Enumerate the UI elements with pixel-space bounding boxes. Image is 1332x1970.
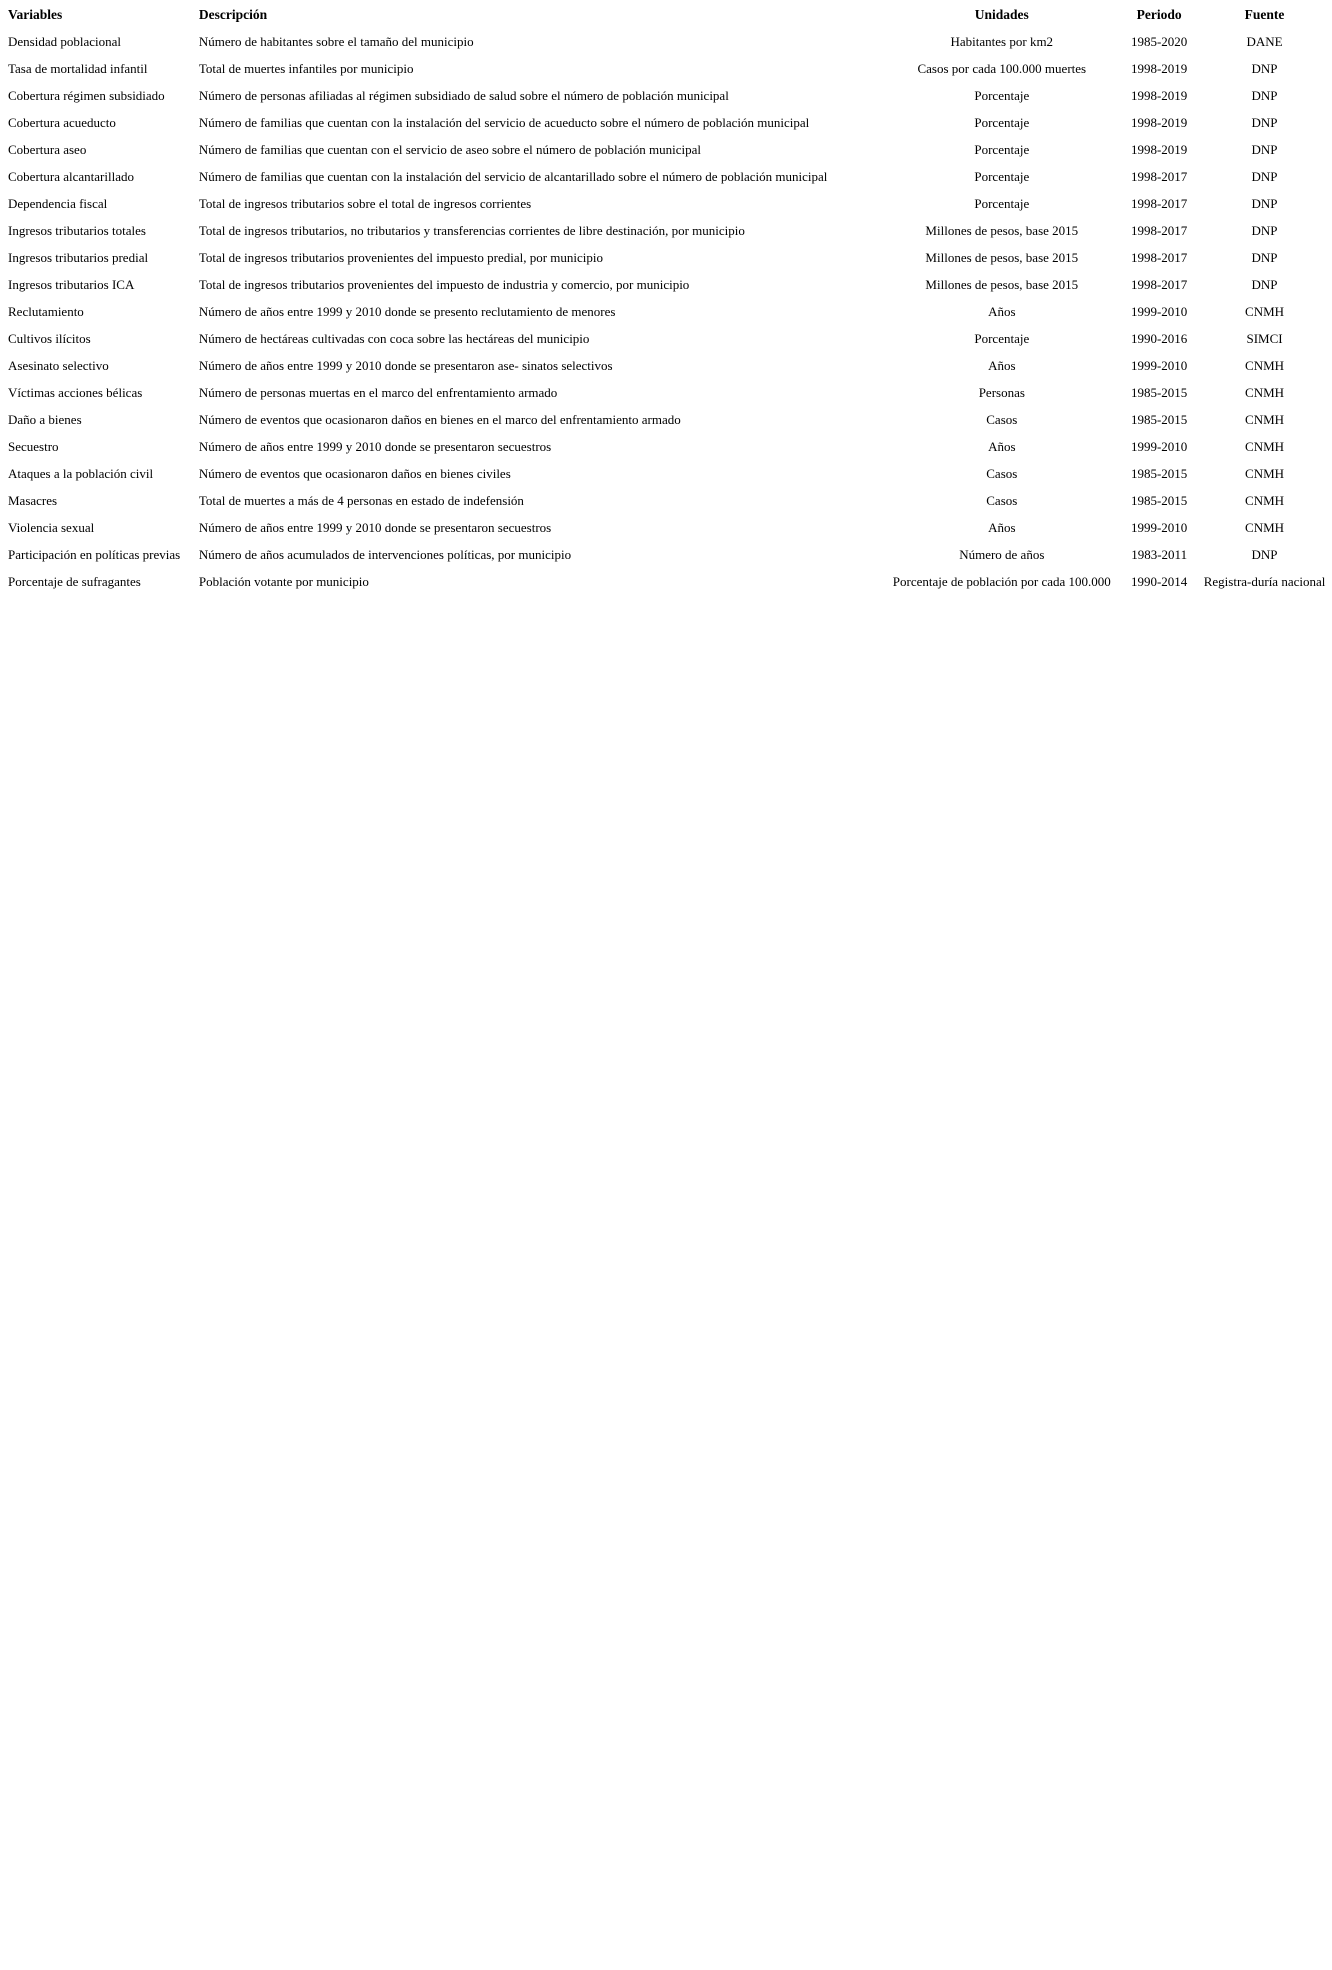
cell-unidades: Porcentaje: [974, 115, 1030, 130]
cell-descripcion: Total de ingresos tributarios provenientes del impuesto predial, por municipio: [198, 250, 604, 265]
cell-periodo: 1998-2019: [1130, 61, 1188, 76]
table-row: [4, 574, 1332, 601]
table-row: [4, 331, 1332, 358]
cell-fuente: CNMH: [1245, 385, 1285, 400]
table-row: [4, 250, 1332, 277]
cell-fuente: CNMH: [1245, 412, 1285, 427]
table-row: [4, 142, 1332, 169]
table-row: [4, 115, 1332, 142]
cell-unidades: Porcentaje: [974, 142, 1030, 157]
table-row: [4, 547, 1332, 574]
cell-descripcion: Población votante por municipio: [198, 574, 369, 589]
cell-unidades: Número de años: [959, 547, 1045, 562]
cell-descripcion: Número de habitantes sobre el tamaño del municipio: [198, 34, 474, 49]
cell-variable: Ingresos tributarios ICA: [8, 277, 135, 292]
cell-descripcion: Total de muertes a más de 4 personas en estado de indefensión: [198, 493, 524, 508]
cell-variable: Porcentaje de sufragantes: [8, 574, 141, 589]
table-body: [4, 34, 1332, 601]
cell-fuente: DNP: [1251, 223, 1278, 238]
table-row: [4, 466, 1332, 493]
cell-periodo: 1983-2011: [1131, 547, 1188, 562]
cell-unidades: Millones de pesos, base 2015: [925, 277, 1079, 292]
cell-unidades: Porcentaje: [974, 169, 1030, 184]
cell-unidades: Casos: [986, 412, 1018, 427]
cell-unidades: Años: [988, 358, 1016, 373]
cell-fuente: DNP: [1251, 250, 1278, 265]
cell-fuente: DNP: [1251, 547, 1278, 562]
cell-fuente: CNMH: [1245, 493, 1285, 508]
cell-variable: Ataques a la población civil: [8, 466, 154, 481]
cell-unidades: Años: [988, 520, 1016, 535]
cell-fuente: CNMH: [1245, 520, 1285, 535]
cell-descripcion: Número de familias que cuentan con el servicio de aseo sobre el número de población municipal: [198, 142, 701, 157]
table-row: [4, 223, 1332, 250]
cell-fuente: Registra-duría nacional: [1203, 574, 1326, 589]
cell-periodo: 1998-2017: [1130, 169, 1188, 184]
cell-unidades: Porcentaje: [974, 88, 1030, 103]
table-row: [4, 493, 1332, 520]
table-header-row: [4, 7, 1332, 34]
table-row: [4, 34, 1332, 61]
table-row: [4, 277, 1332, 304]
cell-variable: Dependencia fiscal: [8, 196, 108, 211]
cell-descripcion: Número de personas muertas en el marco del enfrentamiento armado: [198, 385, 558, 400]
cell-fuente: DNP: [1251, 196, 1278, 211]
table-row: [4, 61, 1332, 88]
variables-table: [4, 7, 1332, 601]
cell-fuente: CNMH: [1245, 439, 1285, 454]
cell-periodo: 1998-2017: [1130, 223, 1188, 238]
cell-unidades: Años: [988, 439, 1016, 454]
cell-periodo: 1998-2017: [1130, 250, 1188, 265]
cell-variable: Cultivos ilícitos: [8, 331, 91, 346]
cell-periodo: 1998-2019: [1130, 115, 1188, 130]
cell-unidades: Casos: [986, 493, 1018, 508]
cell-periodo: 1999-2010: [1130, 304, 1188, 319]
cell-variable: Cobertura acueducto: [8, 115, 116, 130]
cell-periodo: 1998-2017: [1130, 196, 1188, 211]
cell-fuente: CNMH: [1245, 304, 1285, 319]
cell-unidades: Porcentaje: [974, 331, 1030, 346]
cell-descripcion: Total de ingresos tributarios sobre el total de ingresos corrientes: [198, 196, 532, 211]
table-row: [4, 304, 1332, 331]
cell-periodo: 1999-2010: [1130, 358, 1188, 373]
cell-descripcion: Número de familias que cuentan con la instalación del servicio de alcantarillado sobre el número de población municipal: [198, 169, 828, 184]
cell-periodo: 1985-2015: [1130, 412, 1188, 427]
cell-fuente: DANE: [1246, 34, 1283, 49]
header-unidades: Unidades: [974, 7, 1029, 22]
table-row: [4, 439, 1332, 466]
table-row: [4, 88, 1332, 115]
cell-descripcion: Total de ingresos tributarios provenientes del impuesto de industria y comercio, por municipio: [198, 277, 690, 292]
header-fuente: Fuente: [1244, 7, 1285, 22]
table-row: [4, 412, 1332, 439]
table-row: [4, 358, 1332, 385]
table-row: [4, 520, 1332, 547]
cell-fuente: SIMCI: [1246, 331, 1283, 346]
cell-fuente: DNP: [1251, 169, 1278, 184]
cell-variable: Violencia sexual: [8, 520, 95, 535]
cell-descripcion: Número de familias que cuentan con la instalación del servicio de acueducto sobre el número de población municipal: [198, 115, 810, 130]
cell-unidades: Casos por cada 100.000 muertes: [917, 61, 1087, 76]
header-variables: Variables: [8, 7, 63, 22]
cell-fuente: CNMH: [1245, 358, 1285, 373]
cell-fuente: CNMH: [1245, 466, 1285, 481]
table-row: [4, 196, 1332, 223]
cell-unidades: Habitantes por km2: [950, 34, 1054, 49]
cell-periodo: 1985-2015: [1130, 385, 1188, 400]
cell-descripcion: Total de muertes infantiles por municipio: [198, 61, 414, 76]
cell-descripcion: Número de años entre 1999 y 2010 donde se presentaron secuestros: [198, 439, 552, 454]
cell-unidades: Años: [988, 304, 1016, 319]
cell-descripcion: Número de años entre 1999 y 2010 donde se presentaron secuestros: [198, 520, 552, 535]
cell-unidades: Porcentaje: [974, 196, 1030, 211]
cell-fuente: DNP: [1251, 115, 1278, 130]
cell-fuente: DNP: [1251, 88, 1278, 103]
cell-unidades: Casos: [986, 466, 1018, 481]
cell-periodo: 1985-2015: [1130, 466, 1188, 481]
cell-unidades: Millones de pesos, base 2015: [925, 250, 1079, 265]
cell-variable: Asesinato selectivo: [8, 358, 109, 373]
cell-variable: Cobertura régimen subsidiado: [8, 88, 165, 103]
cell-descripcion: Número de años acumulados de intervenciones políticas, por municipio: [198, 547, 572, 562]
cell-unidades: Millones de pesos, base 2015: [925, 223, 1079, 238]
table-row: [4, 385, 1332, 412]
cell-variable: Ingresos tributarios totales: [8, 223, 146, 238]
cell-unidades: Porcentaje de población por cada 100.000: [892, 574, 1111, 589]
header-periodo: Periodo: [1136, 7, 1182, 22]
cell-variable: Reclutamiento: [8, 304, 84, 319]
cell-descripcion: Número de años entre 1999 y 2010 donde se presento reclutamiento de menores: [198, 304, 616, 319]
cell-descripcion: Número de personas afiliadas al régimen subsidiado de salud sobre el número de población municipal: [198, 88, 729, 103]
cell-variable: Cobertura aseo: [8, 142, 87, 157]
cell-periodo: 1985-2020: [1130, 34, 1188, 49]
cell-variable: Daño a bienes: [8, 412, 82, 427]
cell-descripcion: Número de años entre 1999 y 2010 donde se presentaron ase- sinatos selectivos: [198, 358, 613, 373]
cell-descripcion: Número de eventos que ocasionaron daños en bienes en el marco del enfrentamiento armado: [198, 412, 681, 427]
cell-variable: Participación en políticas previas: [8, 547, 181, 562]
cell-variable: Densidad poblacional: [8, 34, 121, 49]
cell-variable: Cobertura alcantarillado: [8, 169, 134, 184]
cell-variable: Tasa de mortalidad infantil: [8, 61, 148, 76]
cell-periodo: 1985-2015: [1130, 493, 1188, 508]
table-row: [4, 169, 1332, 196]
cell-periodo: 1998-2017: [1130, 277, 1188, 292]
cell-periodo: 1998-2019: [1130, 88, 1188, 103]
cell-variable: Masacres: [8, 493, 58, 508]
cell-periodo: 1999-2010: [1130, 520, 1188, 535]
cell-descripcion: Total de ingresos tributarios, no tributarios y transferencias corrientes de libre destinación, por municipio: [198, 223, 745, 238]
cell-variable: Secuestro: [8, 439, 59, 454]
cell-descripcion: Número de hectáreas cultivadas con coca sobre las hectáreas del municipio: [198, 331, 590, 346]
header-descripcion: Descripción: [198, 7, 268, 22]
cell-descripcion: Número de eventos que ocasionaron daños en bienes civiles: [198, 466, 511, 481]
cell-periodo: 1990-2016: [1130, 331, 1188, 346]
cell-variable: Víctimas acciones bélicas: [8, 385, 143, 400]
cell-fuente: DNP: [1251, 61, 1278, 76]
cell-periodo: 1999-2010: [1130, 439, 1188, 454]
cell-periodo: 1990-2014: [1130, 574, 1188, 589]
cell-fuente: DNP: [1251, 142, 1278, 157]
cell-variable: Ingresos tributarios predial: [8, 250, 149, 265]
cell-periodo: 1998-2019: [1130, 142, 1188, 157]
cell-fuente: DNP: [1251, 277, 1278, 292]
cell-unidades: Personas: [978, 385, 1025, 400]
